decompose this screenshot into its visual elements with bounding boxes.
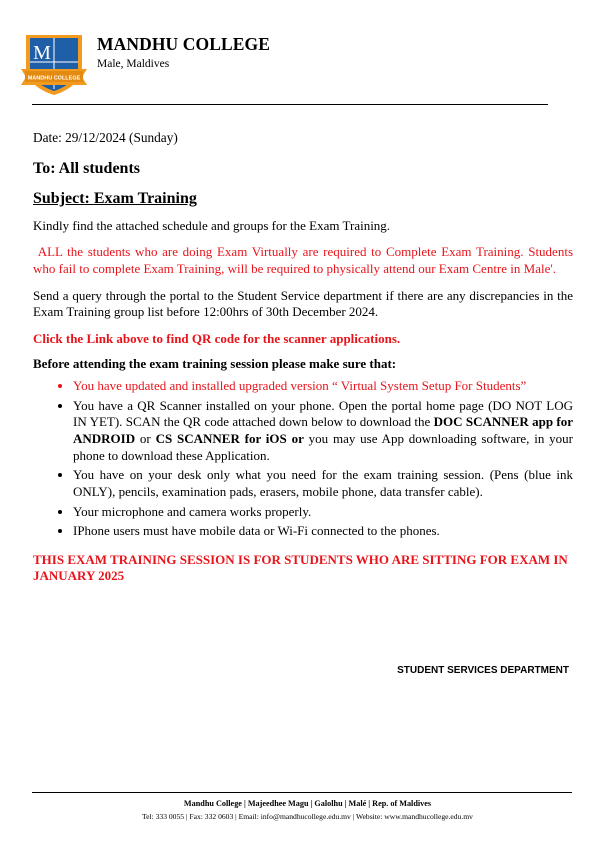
warning-paragraph [33, 244, 573, 277]
letter-recipient: To: All students [33, 159, 140, 177]
checklist-item: • You have on your desk only what you need for the exam training session. (Pens (blue ink ONLY), pencils, examination pads, erasers, mobile phone, data transfer cable). [73, 467, 573, 500]
footer-address: Mandhu College | Majeedhee Magu | Galolhu | Malé | Rep. of Maldives [183, 799, 432, 808]
letter-body [33, 130, 573, 585]
item-text: you may use App downloading software, in your phone to download these Application. [73, 430, 573, 463]
checklist-item [73, 398, 573, 464]
checklist-item: • You have updated and installed upgraded version “ Virtual System Setup For Students” [73, 378, 573, 395]
query-paragraph: Send a query through the portal to the Student Service department if there are any discrepancies in the Exam Training group list before 12:00hrs of 30th December 2024. [33, 287, 573, 320]
checklist-item: • IPhone users must have mobile data or Wi-Fi connected to the phones. [73, 523, 573, 540]
college-name: MANDHU COLLEGE [97, 34, 271, 54]
footer-contacts: Tel: 333 0055 | Fax: 332 0603 | Email: info@mandhucollege.edu.mv | Website: www.mandhucollege.edu.mv [142, 812, 473, 821]
item-text: or [135, 430, 156, 446]
logo-monogram-left: M [33, 42, 51, 64]
footer-divider [32, 792, 572, 793]
checklist-item: • Your microphone and camera works properly. [73, 504, 573, 521]
logo-ribbon-text: MANDHU COLLEGE [27, 75, 81, 82]
department-signoff: STUDENT SERVICES DEPARTMENT [397, 665, 569, 676]
letter-subject: Subject: Exam Training [33, 190, 197, 208]
header-divider [32, 104, 548, 105]
closing-notice: THIS EXAM TRAINING SESSION IS FOR STUDENTS WHO ARE SITTING FOR EXAM IN JANUARY 2025 [33, 552, 568, 584]
intro-paragraph: Kindly find the attached schedule and groups for the Exam Training. [33, 217, 391, 233]
item-bold-ios: CS SCANNER for iOS [155, 430, 287, 446]
link-note: Click the Link above to find QR code for the scanner applications. [33, 330, 401, 346]
college-shield-logo [20, 33, 88, 97]
warning-text: ALL the students who are doing Exam Virtually are required to Complete Exam Training. Students who fail to complete Exam Training, will be required to physically attend our Exam Centre in Male'. [33, 244, 573, 276]
letter-date: Date: 29/12/2024 (Sunday) [33, 130, 178, 145]
checklist-heading: Before attending the exam training session please make sure that: [33, 356, 397, 372]
item-text: You have a QR Scanner installed on your phone. Open the portal home page (DO NOT LOG IN YET). SCAN the QR code attached down below to download the [73, 397, 573, 430]
checklist [33, 378, 573, 540]
item-bold-or: or [286, 430, 304, 446]
college-location: Male, Maldives [97, 58, 170, 70]
item-bold-android: DOC SCANNER app for ANDROID [73, 414, 573, 446]
